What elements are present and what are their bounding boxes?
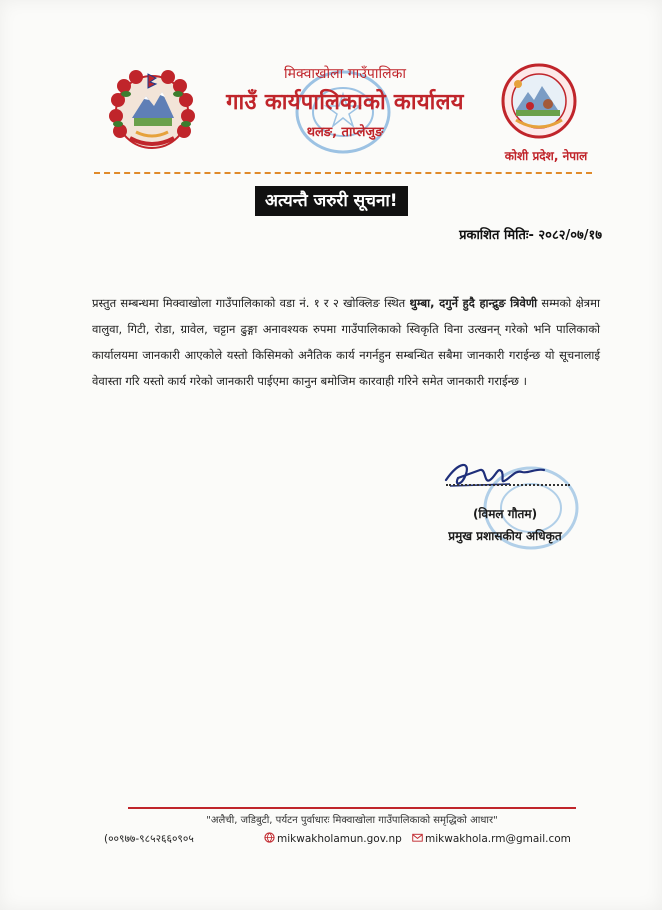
signatory-title: प्रमुख प्रशासकीय अधिकृत — [448, 529, 562, 543]
footer-phone: (००९७७-९८५२६६०९०५ — [104, 833, 194, 845]
header-divider — [94, 172, 592, 174]
footer-email-text[interactable]: mikwakhola.rm@gmail.com — [425, 833, 571, 845]
footer-website[interactable] — [264, 832, 402, 845]
office-address: थलङ, ताप्लेजुङ — [306, 125, 384, 140]
notice-body-part-1: प्रस्तुत सम्बन्धमा मिक्वाखोला गाउँपालिकाको वडा नं. १ र २ खोक्लिङ स्थित — [92, 296, 410, 310]
footer-website-text[interactable]: mikwakholamun.gov.np — [277, 833, 402, 845]
notice-title: अत्यन्तै जरुरी सूचना! — [255, 186, 408, 216]
footer-email[interactable] — [412, 832, 571, 845]
footer-divider — [128, 807, 576, 809]
office-title: गाउँ कार्यपालिकाको कार्यालय — [226, 90, 464, 115]
province-label: कोशी प्रदेश, नेपाल — [504, 149, 588, 163]
mail-icon — [412, 832, 423, 843]
notice-body-location: थुम्बा, दगुर्ने हुदै हान्द्रुङ त्रिवेणी — [409, 296, 538, 310]
signature-icon — [440, 450, 550, 498]
office-name: मिक्वाखोला गाउँपालिका — [284, 66, 406, 82]
published-date: प्रकाशित मितिः- २०८२/०७/१७ — [459, 228, 602, 243]
koshi-province-logo-icon — [500, 62, 578, 140]
globe-icon — [264, 832, 275, 843]
notice-body-part-2: सम्मको क्षेत्रमा वालुवा, गिटी, रोडा, ग्रावेल, चट्टान ढुङ्गा अनावश्यक रुपमा गाउँपालिकाको स्विकृति विना उत्खनन् गरेको भनि पालिकाको कार्यालयमा जानकारी आएकोले यस्तो किसिमको अनैतिक कार्य नगर्नहुन सम्बन्धित सबैमा जानकारी गराईन्छ यो सूचनालाई वेवास्ता गरि यस्तो कार्य गरेको जानकारी पाईएमा कानुन बमोजिम कारवाही गरिने समेत जानकारी गराईन्छ । — [92, 296, 600, 388]
footer-motto: "अलैची, जडिबुटी, पर्यटन पुर्वाधारः मिक्वाखोला गाउँपालिकाको समृद्धिको आधार" — [206, 815, 498, 826]
signature-line — [446, 484, 570, 486]
notice-body — [92, 290, 600, 394]
signatory-name: (विमल गौतम) — [472, 507, 538, 521]
